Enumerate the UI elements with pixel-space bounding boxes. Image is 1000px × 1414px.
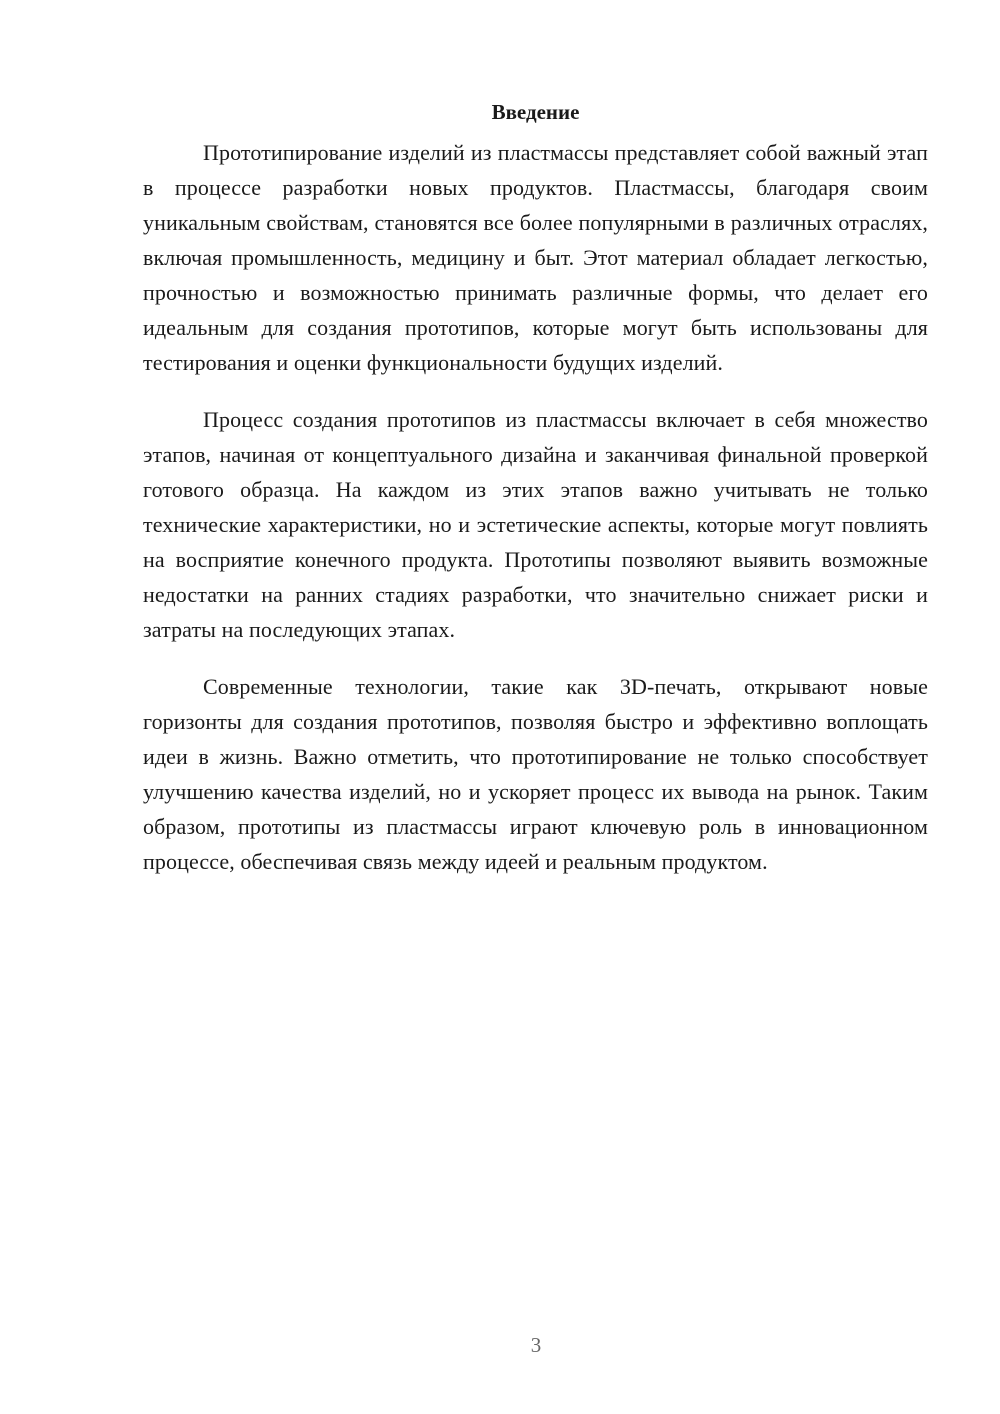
page-content — [143, 98, 928, 901]
paragraph-2: Процесс создания прототипов из пластмассы включает в себя множество этапов, начиная от концептуального дизайна и заканчивая финальной проверкой готового образца. На каждом из этих этапов важно учитывать не только технические характеристики, но и эстетические аспекты, которые могут повлиять на восприятие конечного продукта. Прототипы позволяют выявить возможные недостатки на ранних стадиях разработки, что значительно снижает риски и затраты на последующих этапах. — [143, 407, 928, 642]
section-title: Введение — [491, 100, 580, 124]
paragraph-1: Прототипирование изделий из пластмассы представляет собой важный этап в процессе разработки новых продуктов. Пластмассы, благодаря своим уникальным свойствам, становятся все более популярными в различных отраслях, включая промышленность, медицину и быт. Этот материал обладает легкостью, прочностью и возможностью принимать различные формы, что делает его идеальным для создания прототипов, которые могут быть использованы для тестирования и оценки функциональности будущих изделий. — [143, 140, 928, 375]
page-number: 3 — [530, 1333, 542, 1357]
paragraph-3: Современные технологии, такие как 3D-печать, открывают новые горизонты для создания прототипов, позволяя быстро и эффективно воплощать идеи в жизнь. Важно отметить, что прототипирование не только способствует улучшению качества изделий, но и ускоряет процесс их вывода на рынок. Таким образом, прототипы из пластмассы играют ключевую роль в инновационном процессе, обеспечивая связь между идеей и реальным продуктом. — [143, 674, 928, 874]
